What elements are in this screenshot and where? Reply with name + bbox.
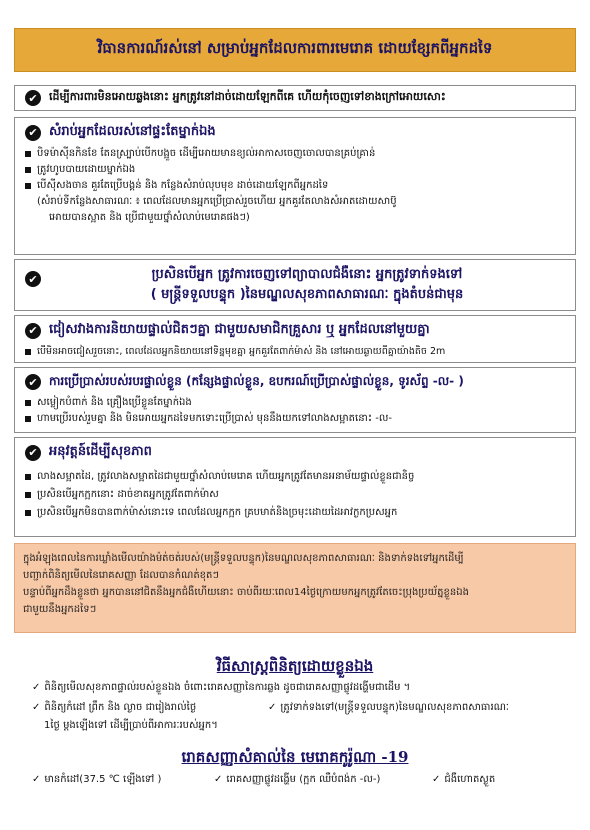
- self-check-text: ពិនិត្យកំដៅ ព្រឹក និង ល្ងាច ជារៀងរាល់ថ្ងៃ: [44, 702, 197, 713]
- note-text-continued: អោយបានស្អាត និង ប្រើជាមួយថ្នាំសំលាប់មេរោគផងៗ): [49, 212, 250, 223]
- banner-text: ដើម្បីការពារមិនអោយឆ្លងនោះ អ្នកត្រូវនៅដាច់ដោយឡែកពីគេ ហើយកុំចេញទៅខាងក្រៅអោយសោះ: [49, 90, 446, 103]
- list-item: [25, 486, 565, 504]
- list-item: [25, 162, 565, 178]
- list-item-text: បើស៊ីសងចាន គួរតែប្រើបង្គន់ និង កន្លែងសំរាប់លុបមុខ ដាច់ដោយឡែកពីអ្នកដទៃ: [37, 180, 329, 191]
- section-2-line: ប្រសិនបើអ្នក ត្រូវការចេញទៅព្យាបាលជំងឺនោះ អ្នកត្រូវទាក់ទងទៅ: [151, 267, 463, 282]
- section-2-text: [49, 265, 565, 305]
- symptom-item: [432, 772, 572, 788]
- bullet-icon: [25, 400, 31, 406]
- section-heading: [25, 373, 565, 391]
- section-heading: [25, 443, 565, 462]
- checkmark-icon: ✓: [32, 682, 41, 693]
- section-heading-text: ជៀសវាងការនិយាយផ្ទាល់ជិតៗគ្នា ជាមួយសមាជិកគ្រួសារ ឬ អ្នកដែលនៅមួយគ្នា: [49, 322, 430, 337]
- section-heading: [25, 123, 565, 142]
- bullet-icon: [25, 510, 31, 516]
- section-living-alone: [14, 117, 576, 255]
- note-text: (សំរាប់ទីកន្លែងសាធារណៈ ៖ ពេលដែលមានអ្នកប្រើប្រាស់រួចហើយ អ្នកគួរតែលាងសំអាតដោយសាប៊ូ: [37, 196, 397, 207]
- section-heading-text: សំរាប់អ្នកដែលរស់នៅផ្ទះតែម្នាក់ឯង: [49, 124, 216, 139]
- list-item: [25, 468, 565, 486]
- symptom-text: រោគសញ្ញាផ្លូវដង្ហើម (ក្អក ឈឺបំពង់ក -ល-): [226, 774, 381, 785]
- checkmark-icon: ✓: [268, 702, 277, 713]
- list-item-text: ប្រសិនបើអ្នកមិនបានពាក់ម៉ាស់នោះទេ ពេលដែលអ្នកក្អក គ្របមាត់និងច្រមុះដោយដៃអាវក្ងកប្រសអ្នក: [37, 507, 398, 518]
- list-item: [25, 146, 565, 162]
- section-2-line: ( មន្ត្រីទទួលបន្ទុក )នៃមណ្ឌលសុខភាពសាធារណៈ ក្នុងតំបន់ជាមុន: [150, 287, 464, 302]
- check-circle-icon: ✔: [25, 374, 41, 390]
- section-heading-text: អនុវត្តន៍ដើម្បីសុខភាព: [49, 444, 152, 459]
- banner-row: [25, 90, 565, 106]
- section-heading: [25, 321, 565, 340]
- section-personal-items: [14, 367, 576, 433]
- section-avoid-close-talk: [14, 315, 576, 363]
- list-item-text: លាងសម្អាតដៃ, ត្រូវលាងសម្អាតដៃជាមួយថ្នាំសំលាប់មេរោគ ហើយអ្នកត្រូវតែមានអនាម័យផ្ទាល់ខ្លួនជានិច្ច: [37, 471, 415, 482]
- list-item: [25, 344, 565, 360]
- check-circle-icon: ✔: [25, 90, 41, 106]
- checkmark-icon: ✓: [32, 702, 41, 713]
- bullet-icon: [25, 416, 31, 422]
- list-item-text: សម្លៀកបំពាក់ និង គ្រឿងប្រើខ្លួនតែម្នាក់ឯង: [37, 397, 192, 408]
- page-title: វិធានការណ៍រស់នៅ សម្រាប់អ្នកដែលការពារមេរោគ ដោយខ្សែកពីអ្នកដទៃ: [97, 39, 493, 57]
- list-item: [25, 178, 565, 194]
- bullet-icon: [25, 151, 31, 157]
- list-item-text: បើមិនអាចជៀសរួចនោះ, ពេលដែលអ្នកនិយាយនៅទិន្នមុខគ្នា អ្នកគួរតែពាក់ម៉ាស់ និង នៅអោយឆ្ងាយពីគ្នាយ៉ាងតិច 2m: [37, 346, 446, 357]
- bullet-icon: [25, 167, 31, 173]
- self-check-item: [32, 700, 262, 716]
- list-item-text: បិទម៉ាស៊ីនកិនខែ តែនស្ប្រាប់បើកបង្អួច ដើម្បីអោយមានខ្យល់អាកាសចេញចោលបានគ្រប់គ្រាន់: [37, 148, 376, 159]
- checkmark-icon: ✓: [214, 774, 223, 785]
- symptom-text: ជំងឺហោតស្ងួត: [444, 774, 496, 785]
- checkmark-icon: ✓: [32, 774, 41, 785]
- symptom-text: មានកំដៅ(37.5 ℃ ឡើងទៅ ): [44, 774, 162, 785]
- self-check-title: វិធីសាស្រ្តពិនិត្យដោយខ្លួនឯង: [216, 657, 374, 675]
- section-contact-official: [14, 259, 576, 311]
- self-check-item-continued: 1ថ្ងៃ ម្ដងឡើងទៅ ដើម្បីប្រាប់ពីអាការៈរបស់អ្នក។: [44, 720, 218, 731]
- self-check-item: [32, 680, 572, 696]
- symptom-item: [214, 772, 424, 788]
- self-check-text: ត្រូវទាក់ទងទៅ(មន្ត្រីទទួលបន្ទុក)នៃមណ្ឌលសុខភាពសាធារណៈ: [280, 702, 509, 713]
- self-check-text: ពិនិត្យមើលសុខភាពផ្ទាល់របស់ខ្លួនឯង ចំពោះរោគសញ្ញានៃការឆ្លង ដូចជារោគសញ្ញាផ្លូវដង្ហើមជាដើម ។: [44, 682, 411, 693]
- banner-box: [14, 85, 576, 111]
- check-circle-icon: ✔: [25, 271, 41, 287]
- list-item-text: ប្រសិនបើអ្នកក្អកនោះ ដាច់ខាតអ្នកត្រូវតែពាក់ម៉ាស: [37, 489, 219, 500]
- bullet-icon: [25, 183, 31, 189]
- list-item: [25, 411, 565, 427]
- check-circle-icon: ✔: [25, 445, 41, 461]
- bullet-icon: [25, 492, 31, 498]
- monitoring-note: [14, 543, 576, 633]
- bullet-icon: [25, 474, 31, 480]
- list-item-text: ត្រូវហូបបាយដោយម្នាក់ឯង: [37, 164, 136, 175]
- symptom-item: [32, 772, 202, 788]
- bullet-icon: [25, 349, 31, 355]
- checkmark-icon: ✓: [432, 774, 441, 785]
- title-bar: [14, 28, 576, 72]
- list-item-text: ហាមប្រើរបស់រួមគ្នា និង មិនអោយអ្នកដទៃមកទោះប្រើប្រាស់ មុននឹងយកទៅលាងសម្អាតនោះ -ល-: [37, 413, 393, 424]
- note-line: ក្នុងអំឡុងពេលនៃការឃ្លាំងមើលយ៉ាងម៉ត់ចត់របស់(មន្ត្រីទទួលបន្ទុក)នៃមណ្ឌលសុខភាពសាធារណៈ និងទាក់ទងទៅអ្នកដើម្បី: [23, 553, 464, 564]
- check-circle-icon: ✔: [25, 125, 41, 141]
- note-line: បញ្ជាក់ពិនិត្យមើលនៃរោគសញ្ញា ដែលបានកំណត់ខុតៗ: [23, 570, 219, 581]
- list-item: [25, 504, 565, 522]
- note-line: បន្ទាប់ពីអ្នកដឹងខ្លួនថា អ្នកបាននៅជិតនឹងអ្នកជំងឺហើយនោះ ចាប់ពីរយៈពេល14ថ្ងៃក្រោយមកអ្នកត្រូវតែចេះប្រុងប្រយ័ត្នខ្លួនឯង: [23, 587, 469, 598]
- section-heading-text: ការប្រើប្រាស់របស់របរផ្ទាល់ខ្លួន (កន្សែងផ្ទាល់ខ្លួន, ឧបករណ៍ប្រើប្រាស់ផ្ទាល់ខ្លួន, ទូរស័ព្ទ -ល- ): [49, 374, 464, 388]
- check-circle-icon: ✔: [25, 323, 41, 339]
- section-health-practice: [14, 437, 576, 537]
- note-line: ជាមួយនឹងអ្នកដទៃៗ: [23, 604, 97, 615]
- symptoms-title: រោគសញ្ញាសំគាល់នៃ មេរោគកូរ៉ូណា -19: [181, 748, 409, 766]
- list-item: [25, 395, 565, 411]
- self-check-item: [268, 700, 574, 716]
- section-2-row: [25, 265, 565, 305]
